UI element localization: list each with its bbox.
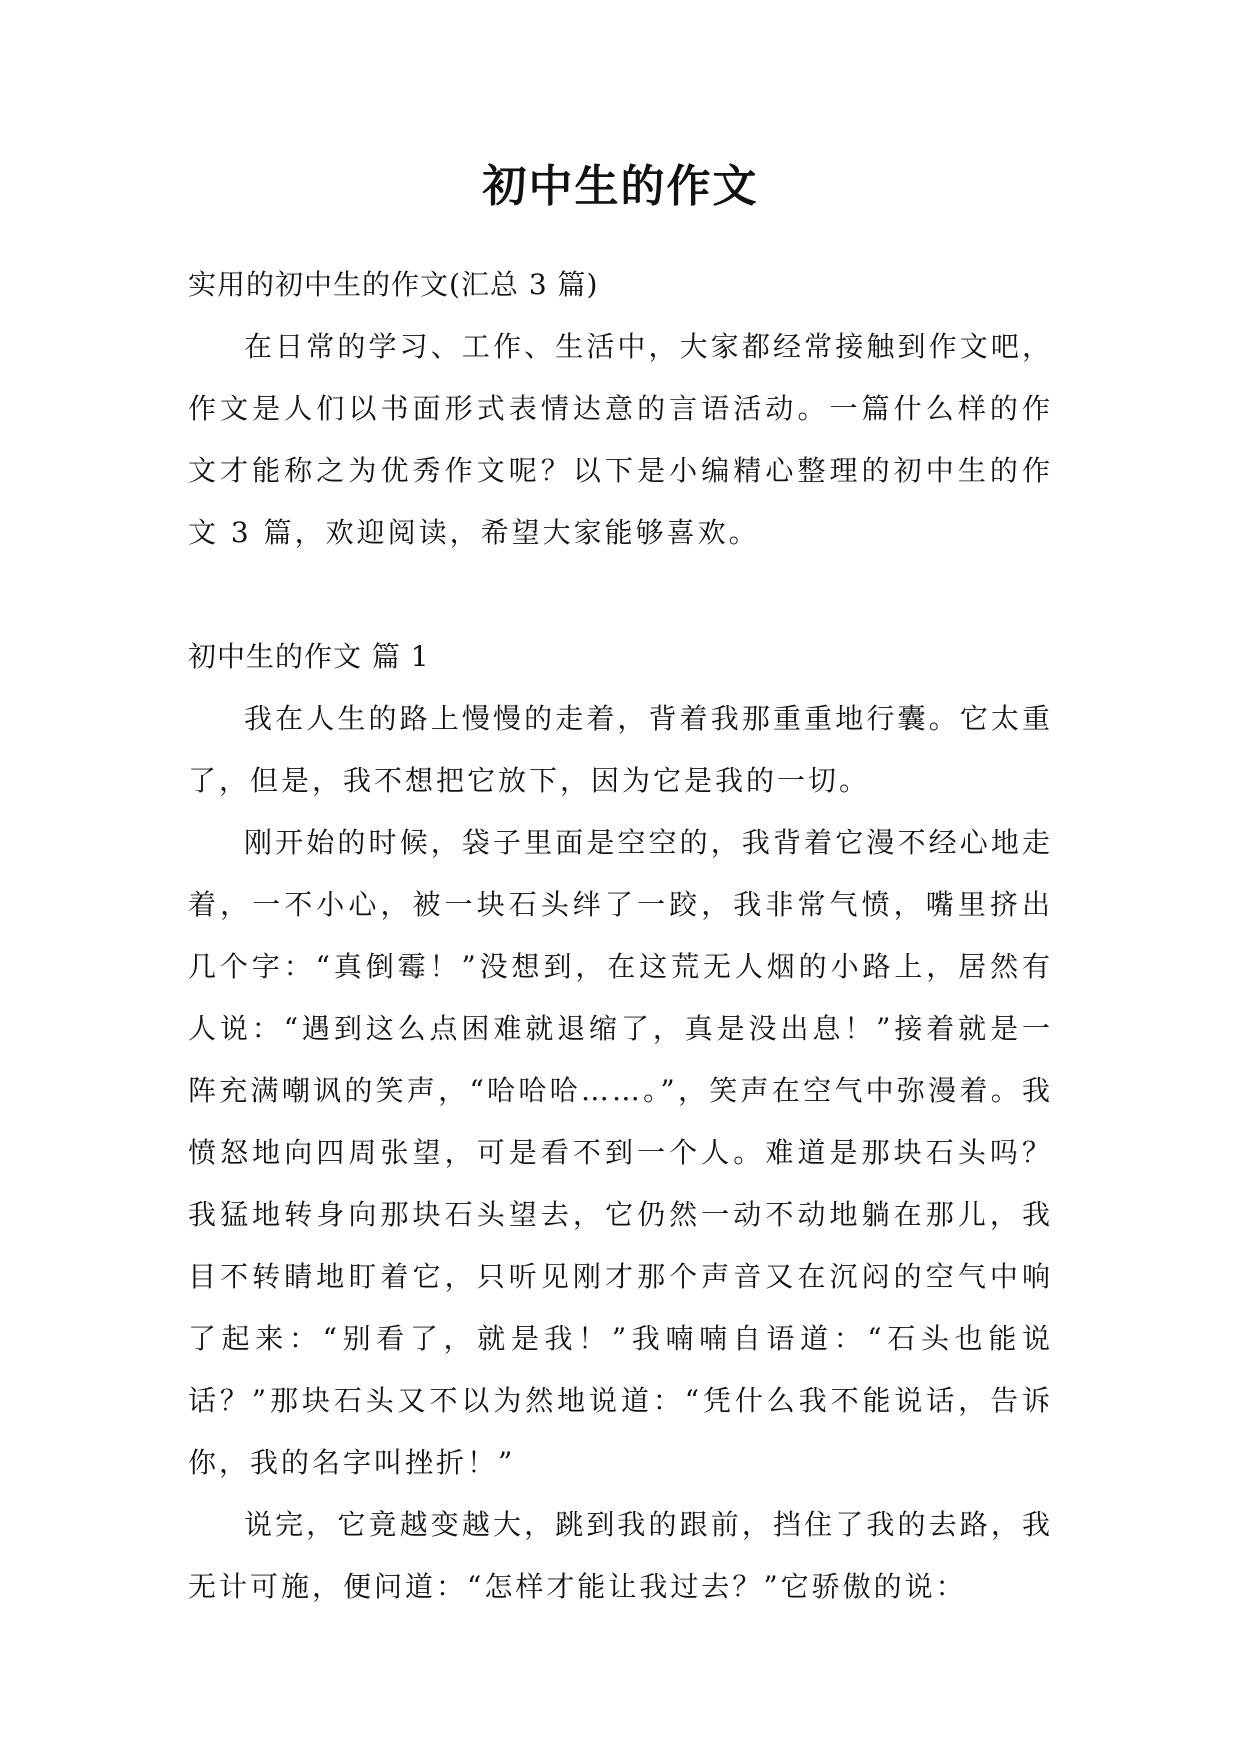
section-spacer — [188, 564, 1053, 626]
body-paragraph: 我在人生的路上慢慢的走着，背着我那重重地行囊。它太重了，但是，我不想把它放下，因为它是我的一切。 — [188, 702, 1053, 797]
body-paragraph: 刚开始的时候，袋子里面是空空的，我背着它漫不经心地走着，一不小心，被一块石头绊了一跤，我非常气愤，嘴里挤出几个字：“真倒霉！”没想到，在这荒无人烟的小路上，居然有人说：“遇到这么点困难就退缩了，真是没出息！”接着就是一阵充满嘲讽的笑声，“哈哈哈……。”，笑声在空气中弥漫着。我愤怒地向四周张望，可是看不到一个人。难道是那块石头吗？我猛地转身向那块石头望去，它仍然一动不动地躺在那儿，我目不转睛地盯着它，只听见刚才那个声音又在沉闷的空气中响了起来：“别看了，就是我！”我喃喃自语道：“石头也能说话？”那块石头又不以为然地说道：“凭什么我不能说话，告诉你，我的名字叫挫折！” — [188, 826, 1053, 1479]
document-subtitle: 实用的初中生的作文(汇总 3 篇) — [188, 268, 599, 301]
document-title: 初中生的作文 — [482, 161, 759, 212]
document-body — [188, 254, 1053, 1618]
intro-paragraph: 在日常的学习、工作、生活中，大家都经常接触到作文吧，作文是人们以书面形式表情达意的言语活动。一篇什么样的作文才能称之为优秀作文呢？以下是小编精心整理的初中生的作文 3 篇，欢迎阅读，希望大家能够喜欢。 — [188, 330, 1053, 549]
body-paragraph: 说完，它竟越变越大，跳到我的跟前，挡住了我的去路，我无计可施，便问道：“怎样才能让我过去？”它骄傲的说： — [188, 1508, 1053, 1603]
section-heading: 初中生的作文 篇 1 — [188, 640, 430, 673]
